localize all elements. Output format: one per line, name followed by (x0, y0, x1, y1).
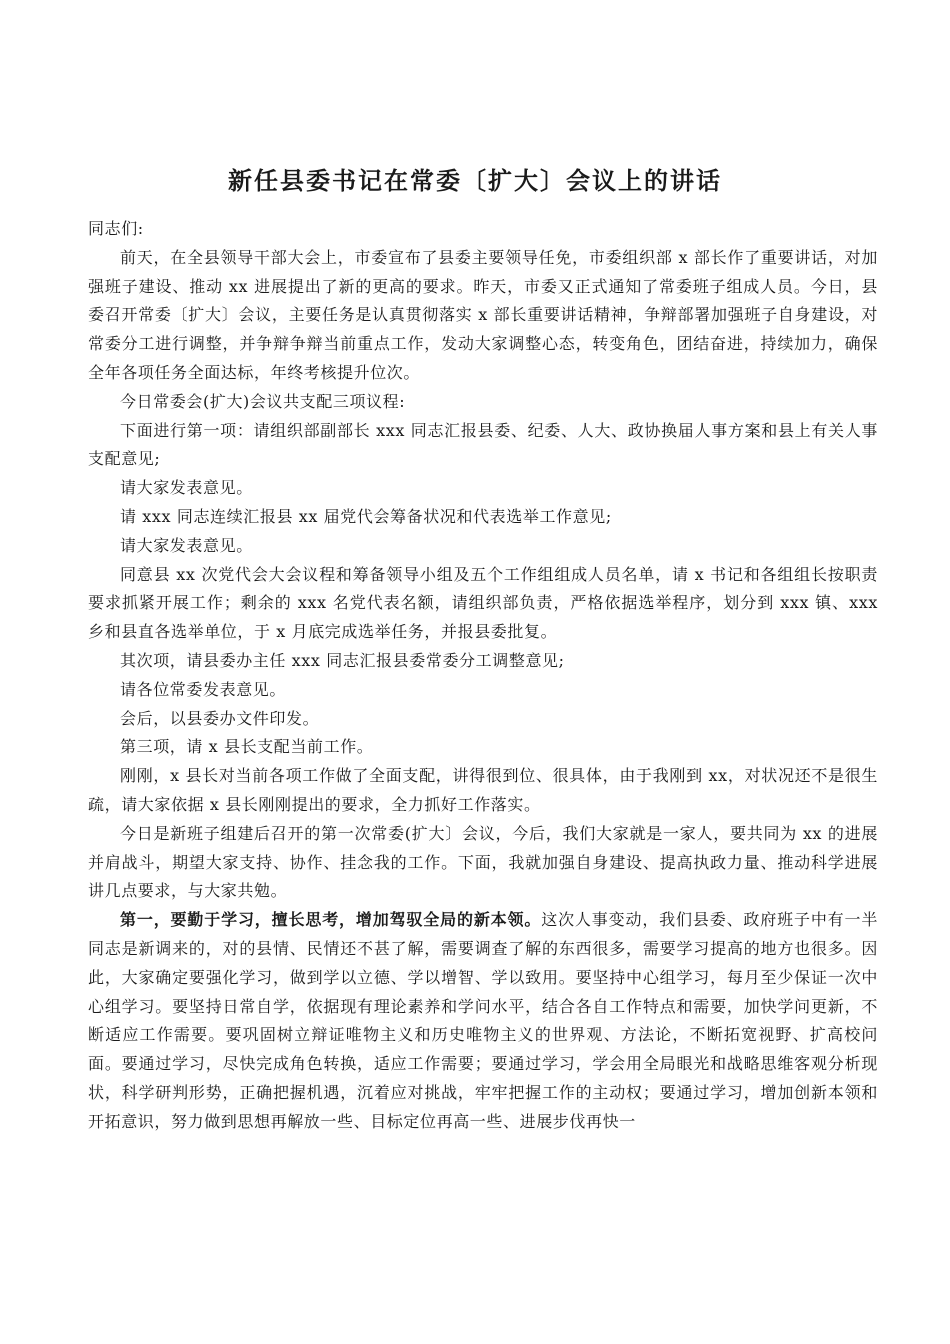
paragraph-4: 请大家发表意见。 (120, 478, 253, 498)
paragraph-11: 第三项，请 x 县长支配当前工作。 (120, 737, 374, 757)
paragraph-13: 今日是新班子组建后召开的第一次常委(扩大〕会议，今后，我们大家就是一家人，要共同为 xx 的进展并肩战斗，期望大家支持、协作、挂念我的工作。下面，我就加强自身建设、提高执政力量、推动科学进展讲几点要求，与大家共勉。 (88, 823, 878, 901)
paragraph-3: 下面进行第一项：请组织部副部长 xxx 同志汇报县委、纪委、人大、政协换届人事方案和县上有关人事支配意见; (88, 420, 878, 469)
paragraph-first-point (88, 906, 878, 1136)
paragraph-7: 同意县 xx 次党代会大会议程和筹备领导小组及五个工作组组成人员名单，请 x 书记和各组组长按职责要求抓紧开展工作；剩余的 xxx 名党代表名额，请组织部负责，严格依据选举程序，划分到 xxx 镇、xxx 乡和县直各选举单位，于 x 月底完成选举任务，并报县委批复。 (88, 564, 878, 642)
paragraph-12: 刚刚，x 县长对当前各项工作做了全面支配，讲得很到位、很具体，由于我刚到 xx，对状况还不是很生疏，请大家依据 x 县长刚刚提出的要求，全力抓好工作落实。 (88, 766, 878, 814)
paragraph-6: 请大家发表意见。 (120, 535, 253, 555)
document-title: 新任县委书记在常委〔扩大〕会议上的讲话 (228, 166, 722, 195)
paragraph-9: 请各位常委发表意见。 (120, 679, 287, 699)
first-point-text: 这次人事变动，我们县委、政府班子中有一半同志是新调来的，对的县情、民情还不甚了解，需要调查了解的东西很多，需要学习提高的地方也很多。因此，大家确定要强化学习，做到学以立德、学以增智、学以致用。要坚持中心组学习，每月至少保证一次中心组学习。要坚持日常自学，依据现有理论素养和学问水平，结合各自工作特点和需要，加快学问更新，不断适应工作需要。要巩固树立辩证唯物主义和历史唯物主义的世界观、方法论，不断拓宽视野、扩高校问面。要通过学习，尽快完成角色转换，适应工作需要；要通过学习，学会用全局眼光和战略思维客观分析现状，科学研判形势，正确把握机遇，沉着应对挑战，牢牢把握工作的主动权；要通过学习，增加创新本领和开拓意识，努力做到思想再解放一些、目标定位再高一些、进展步伐再快一 (88, 910, 878, 1131)
first-point-lead: 第一，要勤于学习，擅长思考，增加驾驭全局的新本领。 (120, 910, 542, 930)
salutation: 同志们: (88, 219, 144, 238)
paragraph-2: 今日常委会(扩大)会议共支配三项议程: (120, 391, 406, 411)
paragraph-8: 其次项，请县委办主任 xxx 同志汇报县委常委分工调整意见; (120, 650, 565, 670)
document-body (88, 215, 878, 1137)
paragraph-1: 前天，在全县领导干部大会上，市委宣布了县委主要领导任免，市委组织部 x 部长作了重要讲话，对加强班子建设、推动 xx 进展提出了新的更高的要求。昨天，市委又正式通知了常委班子组成人员。今日，县委召开常委〔扩大〕会议，主要任务是认真贯彻落实 x 部长重要讲话精神，争辩部署加强班子自身建设，对常委分工进行调整，并争辩争辩当前重点工作，发动大家调整心态，转变角色，团结奋进，持续加力，确保全年各项任务全面达标，年终考核提升位次。 (88, 247, 878, 382)
paragraph-5: 请 xxx 同志连续汇报县 xx 届党代会筹备状况和代表选举工作意见; (120, 506, 612, 526)
paragraph-10: 会后，以县委办文件印发。 (120, 708, 320, 728)
